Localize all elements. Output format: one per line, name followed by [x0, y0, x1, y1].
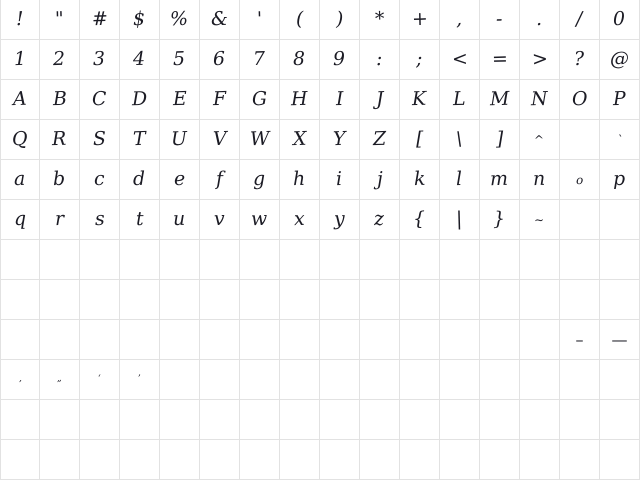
glyph-character: w [251, 207, 268, 231]
glyph-character: 1 [13, 47, 27, 71]
glyph-cell[interactable] [520, 360, 560, 400]
glyph-cell[interactable] [40, 40, 80, 80]
glyph-cell[interactable] [600, 400, 640, 440]
glyph-character: / [575, 7, 583, 31]
glyph-cell[interactable] [280, 120, 320, 160]
glyph-character: } [493, 207, 506, 231]
glyph-cell[interactable] [480, 0, 520, 40]
glyph-cell[interactable] [520, 320, 560, 360]
glyph-character: T [132, 127, 147, 151]
glyph-cell[interactable] [520, 80, 560, 120]
glyph-cell[interactable] [400, 0, 440, 40]
glyph-character: i [336, 167, 343, 191]
glyph-cell[interactable] [40, 280, 80, 320]
glyph-cell[interactable] [320, 40, 360, 80]
glyph-cell[interactable] [400, 360, 440, 400]
glyph-cell[interactable] [440, 320, 480, 360]
glyph-cell[interactable] [200, 400, 240, 440]
glyph-cell[interactable] [440, 0, 480, 40]
glyph-character: ! [15, 7, 25, 31]
glyph-character: 3 [93, 47, 106, 71]
glyph-character: ’ [137, 373, 142, 385]
glyph-cell[interactable] [280, 240, 320, 280]
glyph-cell[interactable] [40, 200, 80, 240]
glyph-cell[interactable] [320, 80, 360, 120]
glyph-character: E [172, 87, 187, 111]
glyph-cell[interactable] [120, 240, 160, 280]
glyph-character: X [292, 127, 307, 151]
glyph-character: h [293, 167, 306, 191]
glyph-cell[interactable] [40, 400, 80, 440]
glyph-character: v [213, 207, 226, 231]
glyph-cell[interactable] [80, 320, 120, 360]
glyph-cell[interactable] [400, 240, 440, 280]
glyph-character: q [13, 207, 27, 231]
glyph-character: H [290, 87, 309, 111]
glyph-cell[interactable] [440, 40, 480, 80]
glyph-character: A [12, 87, 28, 111]
glyph-character: — [611, 329, 628, 349]
glyph-cell[interactable] [80, 240, 120, 280]
glyph-cell[interactable] [120, 200, 160, 240]
glyph-cell[interactable] [480, 80, 520, 120]
glyph-character: ‘ [97, 373, 102, 385]
glyph-cell[interactable] [360, 0, 400, 40]
glyph-cell[interactable] [120, 80, 160, 120]
glyph-cell[interactable] [200, 200, 240, 240]
glyph-cell[interactable] [40, 320, 80, 360]
glyph-cell[interactable] [520, 120, 560, 160]
glyph-character: J [375, 87, 384, 111]
glyph-cell[interactable] [360, 160, 400, 200]
glyph-character: D [131, 87, 148, 111]
glyph-cell[interactable] [40, 120, 80, 160]
glyph-character: e [173, 167, 186, 191]
glyph-cell[interactable] [120, 120, 160, 160]
glyph-cell[interactable] [600, 120, 640, 160]
glyph-cell[interactable] [0, 0, 40, 40]
glyph-cell[interactable] [360, 440, 400, 480]
glyph-cell[interactable] [0, 280, 40, 320]
glyph-cell[interactable] [200, 40, 240, 80]
glyph-cell[interactable] [440, 280, 480, 320]
glyph-cell[interactable] [600, 440, 640, 480]
glyph-character: m [490, 167, 509, 191]
glyph-cell[interactable] [160, 400, 200, 440]
glyph-cell[interactable] [80, 400, 120, 440]
glyph-character: < [451, 47, 468, 71]
glyph-cell[interactable] [320, 120, 360, 160]
glyph-character: ( [295, 7, 304, 31]
glyph-character: # [91, 7, 108, 31]
glyph-character: P [612, 87, 627, 111]
glyph-cell[interactable] [280, 200, 320, 240]
glyph-cell[interactable] [0, 200, 40, 240]
glyph-cell[interactable] [600, 80, 640, 120]
glyph-cell[interactable] [560, 160, 600, 200]
glyph-cell[interactable] [360, 240, 400, 280]
glyph-character: V [212, 127, 227, 151]
glyph-character: $ [133, 7, 146, 31]
glyph-character: 4 [133, 47, 146, 71]
glyph-cell[interactable] [160, 160, 200, 200]
glyph-cell[interactable] [520, 160, 560, 200]
glyph-cell[interactable] [520, 240, 560, 280]
glyph-cell[interactable] [200, 240, 240, 280]
glyph-cell[interactable] [0, 440, 40, 480]
glyph-cell[interactable] [280, 400, 320, 440]
glyph-cell[interactable] [40, 440, 80, 480]
glyph-cell[interactable] [240, 120, 280, 160]
glyph-cell[interactable] [120, 0, 160, 40]
glyph-character: ` [616, 132, 623, 147]
glyph-cell[interactable] [240, 360, 280, 400]
glyph-cell[interactable] [120, 400, 160, 440]
glyph-cell[interactable] [320, 0, 360, 40]
glyph-cell[interactable] [400, 40, 440, 80]
glyph-character: W [249, 127, 270, 151]
glyph-cell[interactable] [360, 400, 400, 440]
glyph-cell[interactable] [0, 120, 40, 160]
glyph-cell[interactable] [280, 160, 320, 200]
glyph-cell[interactable] [560, 240, 600, 280]
glyph-cell[interactable] [40, 0, 80, 40]
glyph-cell[interactable] [0, 80, 40, 120]
glyph-character: ] [495, 127, 504, 151]
glyph-cell[interactable] [480, 200, 520, 240]
glyph-cell[interactable] [0, 240, 40, 280]
glyph-character: [ [415, 127, 424, 151]
glyph-character: O [571, 87, 588, 111]
glyph-character: ; [415, 47, 423, 71]
glyph-character: o [575, 172, 584, 187]
glyph-cell[interactable] [240, 200, 280, 240]
glyph-cell[interactable] [320, 360, 360, 400]
glyph-cell[interactable] [80, 40, 120, 80]
glyph-cell[interactable] [400, 160, 440, 200]
glyph-character: 0 [613, 7, 626, 31]
glyph-character: R [52, 127, 67, 151]
glyph-cell[interactable] [560, 280, 600, 320]
glyph-cell[interactable] [560, 120, 600, 160]
glyph-cell[interactable] [280, 0, 320, 40]
glyph-cell[interactable] [0, 320, 40, 360]
glyph-character: S [92, 127, 107, 151]
glyph-cell[interactable] [160, 40, 200, 80]
glyph-character: - [495, 7, 503, 31]
glyph-cell[interactable] [200, 280, 240, 320]
glyph-character: x [293, 207, 306, 231]
glyph-cell[interactable] [440, 200, 480, 240]
glyph-character: F [212, 87, 227, 111]
glyph-character: ? [574, 47, 585, 71]
glyph-cell[interactable] [360, 280, 400, 320]
glyph-cell[interactable] [280, 80, 320, 120]
glyph-character: G [251, 87, 268, 111]
glyph-cell[interactable] [560, 200, 600, 240]
glyph-character: Z [372, 127, 387, 151]
glyph-cell[interactable] [560, 360, 600, 400]
glyph-cell[interactable] [120, 40, 160, 80]
glyph-cell[interactable] [320, 440, 360, 480]
glyph-character: „ [57, 373, 62, 385]
glyph-cell[interactable] [400, 280, 440, 320]
glyph-cell[interactable] [80, 440, 120, 480]
glyph-cell[interactable] [280, 360, 320, 400]
glyph-cell[interactable] [80, 80, 120, 120]
glyph-cell[interactable] [600, 160, 640, 200]
glyph-character: : [375, 47, 383, 71]
glyph-cell[interactable] [200, 80, 240, 120]
glyph-character: % [170, 7, 189, 31]
glyph-character: = [491, 47, 508, 71]
glyph-cell[interactable] [480, 240, 520, 280]
glyph-cell[interactable] [320, 200, 360, 240]
glyph-cell[interactable] [320, 320, 360, 360]
glyph-character: B [52, 87, 67, 111]
glyph-cell[interactable] [160, 240, 200, 280]
glyph-cell[interactable] [240, 160, 280, 200]
glyph-character: L [452, 87, 467, 111]
glyph-cell[interactable] [520, 200, 560, 240]
glyph-cell[interactable] [320, 400, 360, 440]
glyph-character: K [412, 87, 427, 111]
glyph-character: t [135, 207, 144, 231]
glyph-character: * [374, 7, 385, 31]
glyph-cell[interactable] [80, 360, 120, 400]
glyph-character: ‚ [18, 373, 22, 385]
glyph-cell[interactable] [320, 160, 360, 200]
glyph-cell[interactable] [200, 160, 240, 200]
glyph-cell[interactable] [40, 240, 80, 280]
glyph-cell[interactable] [360, 200, 400, 240]
glyph-cell[interactable] [120, 360, 160, 400]
glyph-cell[interactable] [240, 40, 280, 80]
glyph-cell[interactable] [480, 440, 520, 480]
glyph-character: u [173, 207, 186, 231]
glyph-cell[interactable] [520, 440, 560, 480]
glyph-cell[interactable] [120, 160, 160, 200]
glyph-cell[interactable] [0, 400, 40, 440]
glyph-character: ) [335, 7, 344, 31]
glyph-cell[interactable] [600, 280, 640, 320]
glyph-cell[interactable] [80, 0, 120, 40]
glyph-cell[interactable] [480, 320, 520, 360]
glyph-character: 2 [53, 47, 66, 71]
glyph-cell[interactable] [160, 280, 200, 320]
glyph-character: U [171, 127, 188, 151]
glyph-cell[interactable] [400, 440, 440, 480]
glyph-character: d [133, 167, 146, 191]
glyph-cell[interactable] [40, 80, 80, 120]
glyph-character: l [456, 167, 463, 191]
glyph-cell[interactable] [160, 360, 200, 400]
glyph-character: r [54, 207, 65, 231]
glyph-cell[interactable] [0, 40, 40, 80]
glyph-cell[interactable] [240, 0, 280, 40]
glyph-character: ~ [534, 212, 545, 227]
glyph-character: s [94, 207, 105, 231]
glyph-character: Y [332, 127, 347, 151]
glyph-character: " [54, 7, 65, 31]
glyph-cell[interactable] [200, 120, 240, 160]
glyph-character: 6 [213, 47, 226, 71]
glyph-cell[interactable] [360, 360, 400, 400]
glyph-character: + [411, 7, 428, 31]
glyph-character: , [456, 7, 463, 31]
glyph-cell[interactable] [120, 320, 160, 360]
glyph-cell[interactable] [480, 360, 520, 400]
glyph-cell[interactable] [160, 440, 200, 480]
glyph-cell[interactable] [600, 40, 640, 80]
glyph-character: 9 [333, 47, 346, 71]
glyph-cell[interactable] [480, 400, 520, 440]
glyph-cell[interactable] [80, 160, 120, 200]
glyph-cell[interactable] [440, 80, 480, 120]
glyph-character: b [53, 167, 66, 191]
glyph-cell[interactable] [600, 0, 640, 40]
glyph-cell[interactable] [280, 280, 320, 320]
glyph-cell[interactable] [440, 120, 480, 160]
glyph-cell[interactable] [80, 120, 120, 160]
glyph-cell[interactable] [560, 400, 600, 440]
glyph-cell[interactable] [200, 360, 240, 400]
glyph-character: N [530, 87, 549, 111]
glyph-character: C [91, 87, 108, 111]
glyph-character: p [613, 167, 626, 191]
glyph-cell[interactable] [520, 400, 560, 440]
glyph-cell[interactable] [440, 240, 480, 280]
glyph-cell[interactable] [600, 320, 640, 360]
glyph-cell[interactable] [520, 0, 560, 40]
glyph-cell[interactable] [80, 280, 120, 320]
glyph-cell[interactable] [560, 0, 600, 40]
glyph-character: { [413, 207, 426, 231]
glyph-cell[interactable] [440, 360, 480, 400]
glyph-cell[interactable] [240, 320, 280, 360]
glyph-cell[interactable] [480, 120, 520, 160]
glyph-cell[interactable] [400, 320, 440, 360]
glyph-cell[interactable] [400, 80, 440, 120]
glyph-character: | [455, 207, 463, 231]
glyph-character: – [575, 329, 584, 349]
glyph-character: I [335, 87, 344, 111]
glyph-character: & [210, 7, 229, 31]
glyph-character: . [536, 7, 543, 31]
glyph-cell[interactable] [440, 440, 480, 480]
glyph-cell[interactable] [360, 320, 400, 360]
glyph-character: k [413, 167, 426, 191]
glyph-character: Q [11, 127, 29, 151]
glyph-cell[interactable] [360, 120, 400, 160]
glyph-cell[interactable] [400, 400, 440, 440]
glyph-cell[interactable] [480, 160, 520, 200]
glyph-cell[interactable] [40, 160, 80, 200]
glyph-character: 7 [253, 47, 266, 71]
glyph-cell[interactable] [80, 200, 120, 240]
glyph-cell[interactable] [240, 280, 280, 320]
glyph-character: 8 [293, 47, 306, 71]
glyph-cell[interactable] [160, 200, 200, 240]
glyph-cell[interactable] [240, 240, 280, 280]
glyph-character: > [531, 47, 548, 71]
glyph-character: z [374, 207, 385, 231]
glyph-cell[interactable] [160, 80, 200, 120]
glyph-cell[interactable] [360, 40, 400, 80]
glyph-cell[interactable] [160, 0, 200, 40]
glyph-cell[interactable] [360, 80, 400, 120]
glyph-cell[interactable] [520, 280, 560, 320]
glyph-cell[interactable] [600, 360, 640, 400]
glyph-character: ' [256, 7, 263, 31]
glyph-character: ^ [534, 132, 545, 147]
glyph-cell[interactable] [440, 400, 480, 440]
glyph-character: n [533, 167, 546, 191]
glyph-cell[interactable] [320, 280, 360, 320]
glyph-cell[interactable] [120, 440, 160, 480]
glyph-cell[interactable] [240, 80, 280, 120]
glyph-cell[interactable] [400, 120, 440, 160]
glyph-character: g [253, 167, 266, 191]
glyph-cell[interactable] [40, 360, 80, 400]
glyph-character: \ [455, 127, 463, 151]
glyph-cell[interactable] [200, 320, 240, 360]
glyph-cell[interactable] [120, 280, 160, 320]
glyph-cell[interactable] [440, 160, 480, 200]
glyph-cell[interactable] [600, 240, 640, 280]
glyph-cell[interactable] [560, 80, 600, 120]
glyph-cell[interactable] [560, 320, 600, 360]
glyph-cell[interactable] [280, 440, 320, 480]
glyph-cell[interactable] [200, 0, 240, 40]
glyph-character: j [376, 167, 383, 191]
glyph-cell[interactable] [480, 280, 520, 320]
glyph-character: M [489, 87, 510, 111]
glyph-cell[interactable] [520, 40, 560, 80]
glyph-cell[interactable] [280, 320, 320, 360]
glyph-cell[interactable] [560, 440, 600, 480]
glyph-cell[interactable] [160, 320, 200, 360]
glyph-cell[interactable] [400, 200, 440, 240]
glyph-cell[interactable] [160, 120, 200, 160]
glyph-cell[interactable] [280, 40, 320, 80]
glyph-cell[interactable] [320, 240, 360, 280]
glyph-cell[interactable] [200, 440, 240, 480]
glyph-character: y [333, 207, 346, 231]
glyph-cell[interactable] [0, 360, 40, 400]
glyph-character: a [14, 167, 26, 191]
glyph-cell[interactable] [560, 40, 600, 80]
glyph-character: f [215, 167, 224, 191]
glyph-cell[interactable] [240, 400, 280, 440]
glyph-character: c [93, 167, 106, 191]
glyph-cell[interactable] [240, 440, 280, 480]
glyph-cell[interactable] [0, 160, 40, 200]
glyph-cell[interactable] [600, 200, 640, 240]
glyph-character: 5 [173, 47, 186, 71]
glyph-character: @ [609, 47, 630, 71]
glyph-cell[interactable] [480, 40, 520, 80]
